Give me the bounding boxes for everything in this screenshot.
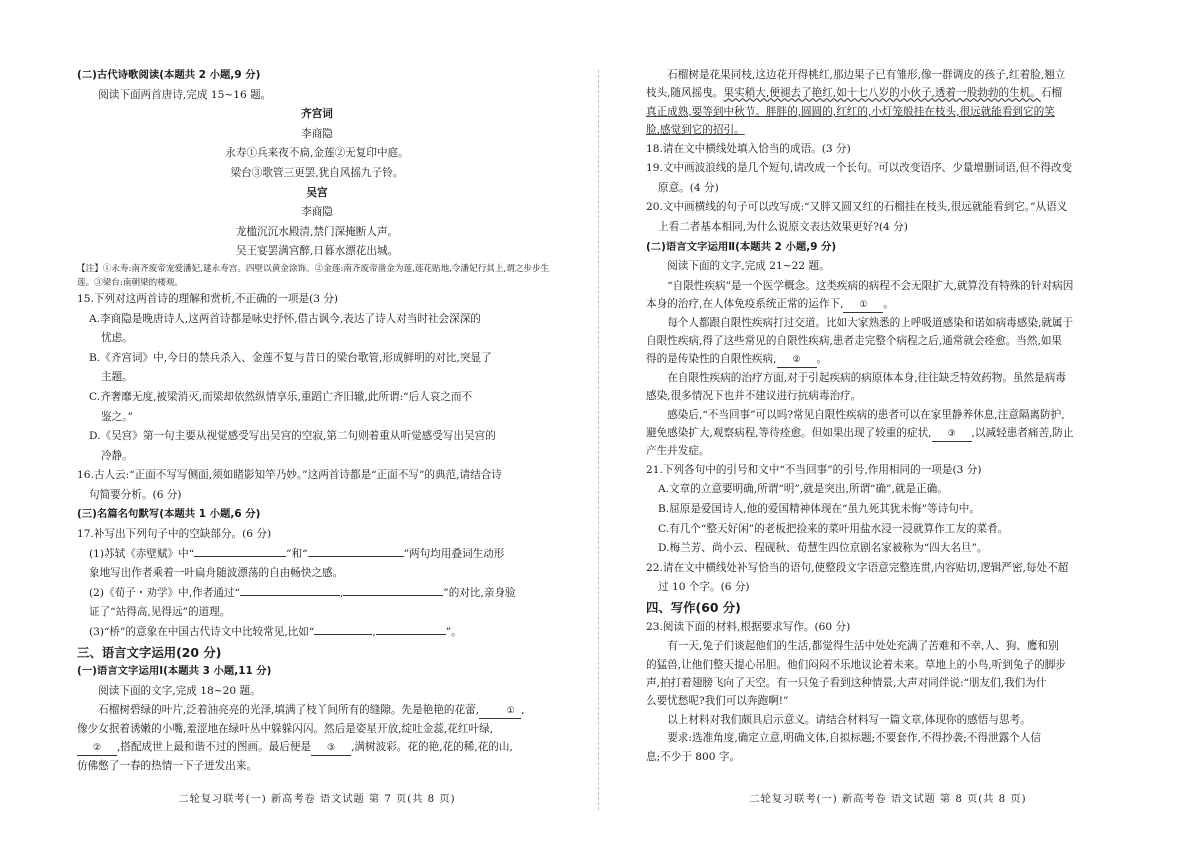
- reading-p2-line3: [646, 350, 1130, 368]
- q20-stem: 20.文中画横线的句子可以改写成:“又胖又圆又红的石榴挂在枝头,很远就能看到它。”从语义: [646, 201, 1068, 214]
- passage-cont-line2-a: 枝头,随风摇曳。: [646, 87, 724, 100]
- part3-title: 三、语言文字运用(20 分): [77, 644, 222, 660]
- poem2-line1: 龙槛沉沉水殿清,禁门深掩断人声。: [235, 225, 399, 238]
- q15-option-b-cont: 主题。: [101, 371, 133, 384]
- q15-option-c-cont: 鉴之。”: [101, 410, 133, 423]
- reading-blank3[interactable]: ③: [932, 428, 972, 442]
- language-use-1-title: (一)语言文字运用Ⅰ(本题共 3 小题,11 分): [77, 665, 272, 678]
- q21-option-a: A.文章的立意要明确,所谓“明”,就是突出,所谓“确”,就是正确。: [658, 483, 948, 496]
- q17-item2-text-a: (2)《荀子・劝学》中,作者通过“: [89, 586, 240, 599]
- writing-requirements-cont: 息;不少于 800 字。: [646, 750, 741, 763]
- q17-item2-text-b: ,: [339, 586, 344, 599]
- poem-notes: 【注】①永寿:南齐废帝宠爱潘妃,建永寿宫。四壁以黄金涂饰。②金莲:南齐废帝凿金为莲,莲花贴地,令潘妃行其上,谓之步步生莲。③梁台:南朝梁的楼观。: [77, 263, 550, 288]
- q15-option-d: D.《吴宫》第一句主要从视觉感受写出吴宫的空寂,第二句则着重从听觉感受写出吴宫的: [89, 430, 496, 443]
- poem2-line2: 吴王宴罢满宫醉,日暮水漂花出城。: [235, 245, 399, 258]
- page-divider: [598, 70, 599, 810]
- underlined-sentence-part2: 脸,感觉到它的招引。: [646, 124, 745, 137]
- q17-item1-text-c: ”两句均用叠词生动形: [403, 547, 505, 560]
- q22-stem-cont: 过 10 个字。(6 分): [658, 581, 750, 594]
- passage-cont-line2-c: 石榴: [1040, 87, 1063, 100]
- q21-option-d: D.梅兰芳、尚小云、程砚秋、荀慧生四位京剧名家被称为“四大名旦”。: [658, 542, 988, 555]
- passage-cont-line4: [646, 121, 1130, 139]
- q19-stem: 19.文中画波浪线的是几个短句,请改成一个长句。可以改变语序、少量增删词语,但不得改变: [646, 162, 1073, 175]
- q21-option-b: B.屈原是爱国诗人,他的爱国精神体现在“虽九死其犹未悔”等诗句中。: [658, 503, 980, 516]
- q17-stem: 17.补写出下列句子中的空缺部分。(6 分): [77, 528, 272, 541]
- q15-option-a: A.李商隐是晚唐诗人,这两首诗都是咏史抒怀,借古讽今,表达了诗人对当时社会深深的: [89, 312, 481, 325]
- passage-cont-line2: [646, 84, 1130, 102]
- reading-p4-line2-text: 避免感染扩大,观察病程,等待痊愈。但如果出现了较重的症状,: [646, 427, 932, 440]
- reading-p2-line1: 每个人都跟自限性疾病打过交道。比如大家熟悉的上呼吸道感染和诺如病毒感染,就属于: [667, 316, 1074, 329]
- q18-stem: 18.请在文中横线处填入恰当的成语。(3 分): [646, 142, 851, 155]
- reading-p2-line3-text: 得的是传染性的自限性疾病,: [646, 353, 777, 366]
- section-poetry-title: (二)古代诗歌阅读(本题共 2 小题,9 分): [77, 69, 261, 81]
- passage-blank1[interactable]: ①: [479, 705, 521, 719]
- q17-item3-text-c: ”。: [445, 626, 462, 639]
- page-7-footer: 二轮复习联考(一) 新高考卷 语文试题 第 7 页(共 8 页): [178, 794, 456, 805]
- passage-blank3[interactable]: ③: [311, 742, 351, 756]
- q23-stem: 23.阅读下面的材料,根据要求写作。(60 分): [646, 620, 851, 633]
- passage-line1-comma: ,: [521, 704, 525, 717]
- language-use-1-intro: 阅读下面的文字,完成 18~20 题。: [98, 684, 261, 697]
- poetry-intro: 阅读下面两首唐诗,完成 15~16 题。: [98, 88, 272, 101]
- passage-line3: [77, 738, 557, 756]
- q15-option-d-cont: 冷静。: [101, 449, 133, 462]
- q20-stem-cont: 上看二者基本相同,为什么说原文表达效果更好?(4 分): [658, 221, 908, 233]
- q17-blank1b[interactable]: [308, 556, 404, 557]
- q19-stem-cont: 原意。(4 分): [658, 181, 719, 194]
- reading-p3-line2: 感染,很多情况下也并不建议进行抗病毒治疗。: [646, 390, 862, 403]
- q17-blank2b[interactable]: [343, 595, 443, 596]
- writing-requirements: 要求:选准角度,确定立意,明确文体,自拟标题;不要套作,不得抄袭;不得泄露个人信: [667, 732, 1041, 745]
- q16-stem-cont: 句简要分析。(6 分): [89, 488, 182, 501]
- q17-item2-cont: 证了“站得高,见得远”的道理。: [89, 606, 231, 619]
- writing-material-line3: 声,拍打着翅膀飞向了天空。有一只兔子看到这种情景,大声对同伴说:“朋友们,我们为什: [646, 677, 1047, 689]
- q17-item2-text-c: ”的对比,亲身验: [443, 586, 516, 599]
- passage-blank2[interactable]: ②: [77, 742, 117, 756]
- wavy-underlined-sentences: 果实稍大,便褪去了艳红,如十七八岁的小伙子,透着一股勃勃的生机。: [723, 87, 1041, 100]
- poem1-author: 李商隐: [301, 127, 333, 140]
- q15-option-a-cont: 忧虑。: [101, 332, 133, 345]
- q17-item3-text-b: ,: [372, 626, 376, 639]
- q17-blank3a[interactable]: [314, 634, 372, 635]
- poem1-line1: 永寿①兵来夜不扃,金莲②无复印中庭。: [225, 147, 409, 160]
- reading-p4-line3: 产生并发症。: [646, 445, 710, 458]
- part4-title: 四、写作(60 分): [646, 600, 741, 615]
- reading-p3-line1: 在自限性疾病的治疗方面,对于引起疾病的病原体本身,往往缺乏特效药物。虽然是病毒: [667, 371, 1066, 384]
- q21-stem: 21.下列各句中的引号和文中“不当回事”的引号,作用相同的一项是(3 分): [646, 463, 982, 476]
- q15-stem: 15.下列对这两首诗的理解和赏析,不正确的一项是(3 分): [77, 292, 339, 305]
- passage-line1-text: 石榴树碧绿的叶片,泛着油亮亮的光泽,填满了枝丫间所有的缝隙。先是艳艳的花蕾,: [98, 704, 480, 717]
- writing-material-line4: 么要忧愁呢?我们可以奔跑啊!”: [646, 695, 789, 708]
- underlined-sentence-part1: 真正成熟,要等到中秋节。胖胖的,圆圆的,红红的,小灯笼般挂在枝头,很远就能看到它的笑: [646, 105, 1055, 118]
- passage-line3-text-b: ,满树波彩。花的艳,花的稀,花的山,: [351, 741, 513, 754]
- reading-p2-line2: 自限性疾病,得了这些常见的自限性疾病,患者走完整个病程之后,通常就会痊愈。当然,如果: [646, 335, 1063, 347]
- writing-task: 以上材料对我们颇具启示意义。请结合材料写一篇文章,体现你的感悟与思考。: [667, 713, 1031, 726]
- q16-stem: 16.古人云:“正面不写写侧面,须如睹影知竿乃妙。”这两首诗都是“正面不写”的典范,请结合诗: [77, 469, 502, 482]
- q17-item2: [77, 584, 557, 604]
- q17-item3: [77, 623, 557, 643]
- reading-p4-line1: 感染后,“不当回事”可以吗?常见自限性疾病的患者可以在家里静养休息,注意隔离防护,: [667, 408, 1065, 421]
- passage-line3-text-a: ,搭配成世上最和谐不过的图画。最后便是: [117, 741, 312, 754]
- q17-item3-text-a: (3)“桥”的意象在中国古代诗文中比较常见,比如“: [89, 626, 315, 639]
- language-use-2-title: (二)语言文字运用Ⅱ(本题共 2 小题,9 分): [646, 240, 837, 253]
- writing-material-line1: 有一天,兔子们谈起他们的生活,都觉得生活中处处充满了苦难和不幸,人、狗、鹰和别: [667, 640, 1059, 653]
- passage-line1: [77, 701, 557, 719]
- reading-blank2[interactable]: ②: [777, 354, 817, 368]
- page-8-content: [646, 66, 1130, 766]
- poem2-title: 吴宫: [306, 186, 328, 199]
- passage-cont-line1: 石榴树是花果同枝,这边花开得桃红,那边果子已有雏形,像一群调皮的孩子,红着脸,翘立: [667, 69, 1066, 81]
- q21-option-c: C.有几个“整天好闲”的老板把捡来的菜叶用盐水浸一浸就算作工友的菜肴。: [658, 522, 1009, 535]
- reading-p1-line2-end: 。: [883, 298, 895, 311]
- q17-item1-text-a: (1)苏轼《赤壁赋》中“: [89, 547, 195, 560]
- reading-p1-line1: “自限性疾病”是一个医学概念。这类疾病的病程不会无限扩大,就算没有特殊的针对病因: [667, 279, 1074, 292]
- passage-line4: 仿佛憋了一春的热情一下子迸发出来。: [77, 759, 258, 772]
- poem1-line2: 梁台③歌管三更罢,犹自风摇九子铃。: [230, 166, 404, 179]
- poem1-title: 齐宫词: [301, 108, 333, 121]
- reading-p4-line2-end: ,以减轻患者痛苦,防止: [971, 427, 1074, 440]
- language-use-2-intro: 阅读下面的文字,完成 21~22 题。: [667, 260, 830, 273]
- reading-p1-line2: [646, 295, 1130, 313]
- passage-cont-line3: [646, 103, 1130, 121]
- writing-material-line2: 的猛兽,让他们整天提心吊胆。他们闷闷不乐地议论着未来。草地上的小鸟,听到兔子的脚步: [646, 658, 1066, 671]
- section-dictation-title: (三)名篇名句默写(本题共 1 小题,6 分): [77, 508, 261, 521]
- passage-line2: 像少女抿着诱嫩的小嘴,羞涩地在绿叶丛中躲躲闪闪。然后是姿星开放,绽吐金蕊,花红叶绿,: [77, 722, 494, 735]
- q17-item1: [77, 545, 557, 565]
- q17-blank2a[interactable]: [240, 595, 340, 596]
- reading-p2-line3-end: 。: [816, 353, 828, 366]
- q15-option-b: B.《齐宫词》中,今日的禁兵杀入、金莲不复与昔日的梁台歌管,形成鲜明的对比,突显了: [89, 351, 492, 364]
- q17-blank3b[interactable]: [376, 634, 446, 635]
- q17-item1-text-b: ”和“: [286, 547, 308, 560]
- page-8-footer: 二轮复习联考(一) 新高考卷 语文试题 第 8 页(共 8 页): [749, 794, 1027, 805]
- reading-blank1[interactable]: ①: [843, 299, 883, 313]
- page-7-content: [77, 66, 557, 775]
- q17-item1-cont: 象地写出作者乘着一叶扁舟随波漂荡的自由畅快之感。: [89, 567, 344, 580]
- q22-stem: 22.请在文中横线处补写恰当的语句,使整段文字语意完整连贯,内容贴切,逻辑严密,每处不超: [646, 561, 1069, 574]
- q17-blank1a[interactable]: [194, 556, 286, 557]
- reading-p1-line2-text: 本身的治疗,在人体免疫系统正常的运作下,: [646, 298, 844, 311]
- poem2-author: 李商隐: [301, 206, 333, 219]
- reading-p4-line2: [646, 424, 1130, 442]
- q15-option-c: C.齐奢靡无度,被梁消灭,而梁却依然纵情享乐,重蹈亡齐旧辙,此所谓:“后人哀之而不: [89, 390, 473, 403]
